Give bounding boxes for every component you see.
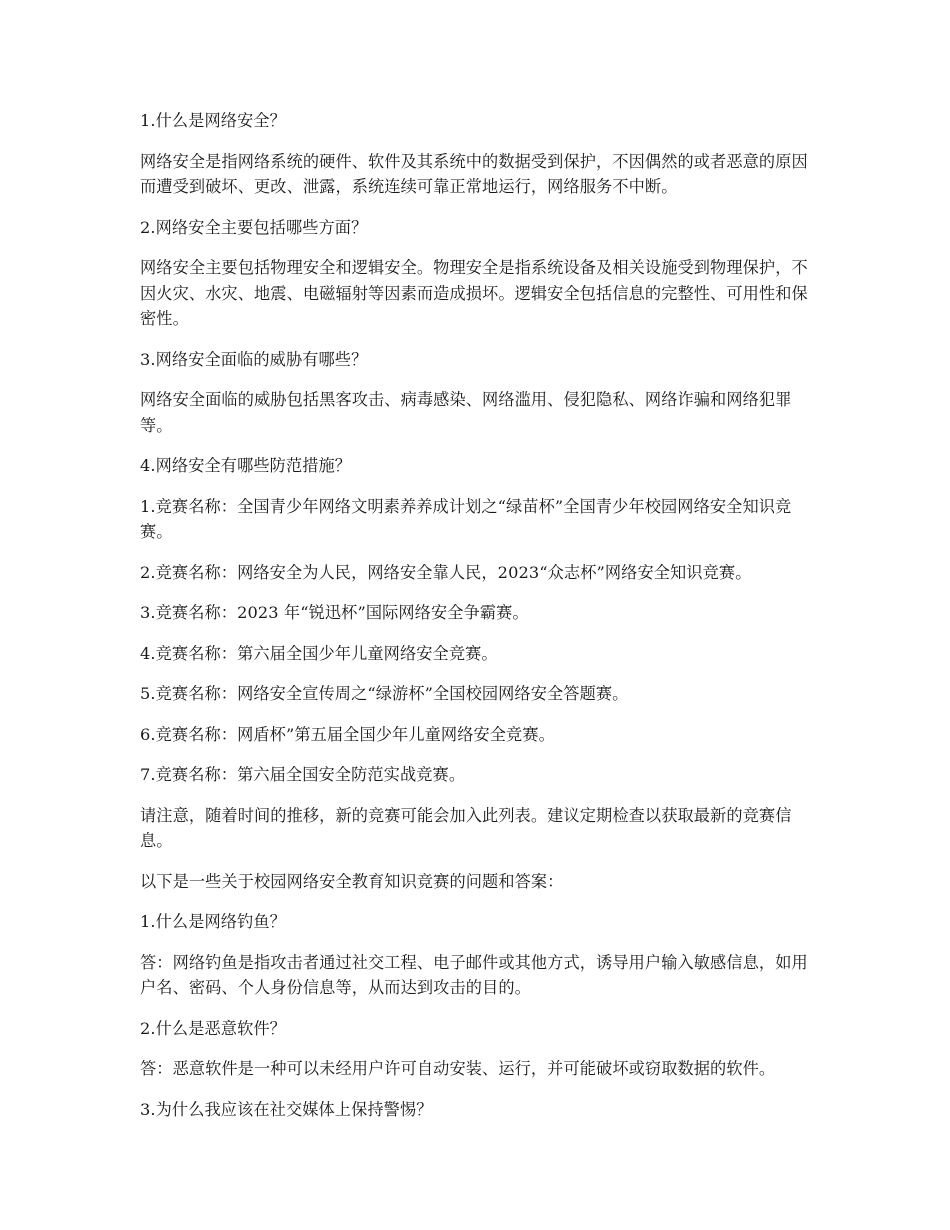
note-paragraph: 请注意，随着时间的推移，新的竞赛可能会加入此列表。建议定期检查以获取最新的竞赛信息。	[140, 805, 792, 850]
question-heading: 2.网络安全主要包括哪些方面？	[140, 217, 368, 237]
competition-item: 3.竞赛名称：2023 年“锐迅杯”国际网络安全争霸赛。	[140, 603, 529, 622]
competition-item: 5.竞赛名称：网络安全宣传周之“绿游杯”全国校园网络安全答题赛。	[140, 684, 629, 703]
answer-paragraph: 答：恶意软件是一种可以未经用户许可自动安装、运行，并可能破坏或窃取数据的软件。	[140, 1059, 776, 1078]
answer-paragraph: 答：网络钓鱼是指攻击者通过社交工程、电子邮件或其他方式，诱导用户输入敏感信息，如用户名、密码、个人身份信息等，从而达到攻击的目的。	[140, 952, 808, 997]
competition-item: 4.竞赛名称：第六届全国少年儿童网络安全竞赛。	[140, 643, 498, 663]
answer-paragraph: 网络安全主要包括物理安全和逻辑安全。物理安全是指系统设备及相关设施受到物理保护，不因火灾、水灾、地震、电磁辐射等因素而造成损坏。逻辑安全包括信息的完整性、可用性和保密性。	[140, 258, 808, 328]
document-page	[140, 108, 812, 1137]
competition-item: 2.竞赛名称：网络安全为人民，网络安全靠人民，2023“众志杯”网络安全知识竞赛。	[140, 562, 752, 582]
question-heading: 3.网络安全面临的威胁有哪些？	[140, 349, 368, 369]
question-heading: 1.什么是网络钓鱼？	[140, 912, 286, 931]
question-heading: 1.什么是网络安全？	[140, 111, 286, 130]
intro-paragraph: 以下是一些关于校园网络安全教育知识竞赛的问题和答案：	[140, 871, 564, 891]
answer-paragraph: 网络安全面临的威胁包括黑客攻击、病毒感染、网络滥用、侵犯隐私、网络诈骗和网络犯罪等。	[140, 390, 792, 435]
question-heading: 2.什么是恶意软件？	[140, 1018, 286, 1038]
competition-item: 7.竞赛名称：第六届全国安全防范实战竞赛。	[140, 765, 466, 784]
competition-item: 1.竞赛名称：全国青少年网络文明素养养成计划之“绿苗杯”全国青少年校园网络安全知识竞赛。	[140, 496, 792, 541]
question-heading: 3.为什么我应该在社交媒体上保持警惕？	[140, 1099, 433, 1119]
question-heading: 4.网络安全有哪些防范措施？	[140, 456, 352, 475]
competition-item: 6.竞赛名称：网盾杯”第五届全国少年儿童网络安全竞赛。	[140, 724, 555, 744]
answer-paragraph: 网络安全是指网络系统的硬件、软件及其系统中的数据受到保护，不因偶然的或者恶意的原因而遭受到破坏、更改、泄露，系统连续可靠正常地运行，网络服务不中断。	[140, 151, 808, 196]
